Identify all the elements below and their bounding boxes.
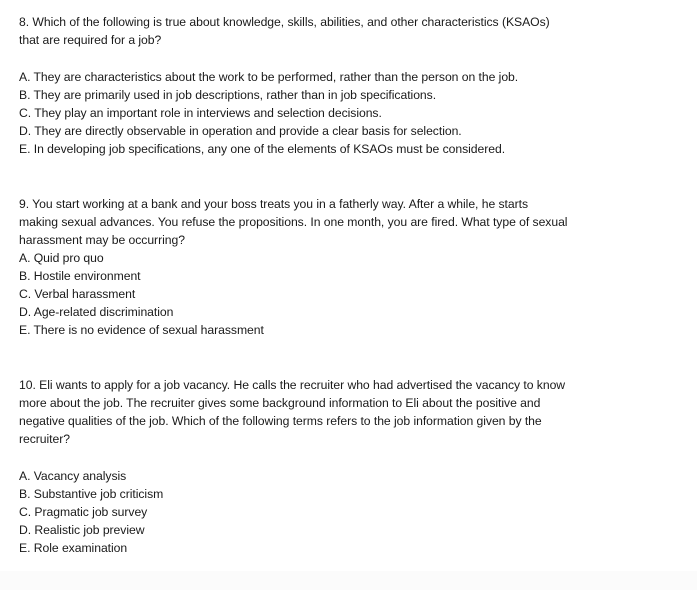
answer-option-b: B. Hostile environment <box>19 269 141 283</box>
answer-option-d: D. Realistic job preview <box>19 523 145 537</box>
answer-option-e: E. There is no evidence of sexual harassment <box>19 323 264 337</box>
question-prompt-line: harassment may be occurring? <box>19 233 185 247</box>
answer-option-a: A. Quid pro quo <box>19 251 104 265</box>
answer-option-d: D. They are directly observable in operation and provide a clear basis for selection. <box>19 124 462 138</box>
question-prompt-line: more about the job. The recruiter gives some background information to Eli about the positive and <box>19 396 541 410</box>
question-prompt-line: negative qualities of the job. Which of the following terms refers to the job information given by the <box>19 414 542 428</box>
answer-option-b: B. Substantive job criticism <box>19 487 164 501</box>
question-prompt-line: 9. You start working at a bank and your boss treats you in a fatherly way. After a while, he starts <box>19 197 529 211</box>
answer-option-a: A. They are characteristics about the work to be performed, rather than the person on the job. <box>19 70 519 84</box>
answer-option-e: E. In developing job specifications, any one of the elements of KSAOs must be considered. <box>19 142 506 156</box>
answer-option-c: C. Verbal harassment <box>19 287 136 301</box>
answer-option-c: C. Pragmatic job survey <box>19 505 148 519</box>
answer-option-e: E. Role examination <box>19 541 128 555</box>
question-prompt-line: 8. Which of the following is true about knowledge, skills, abilities, and other characteristics (KSAOs) <box>19 15 550 29</box>
page-bottom-margin <box>0 571 697 590</box>
answer-option-d: D. Age-related discrimination <box>19 305 174 319</box>
answer-option-a: A. Vacancy analysis <box>19 469 127 483</box>
question-prompt-line: recruiter? <box>19 432 70 446</box>
question-prompt-line: making sexual advances. You refuse the propositions. In one month, you are fired. What type of sexual <box>19 215 568 229</box>
question-prompt-line: 10. Eli wants to apply for a job vacancy. He calls the recruiter who had advertised the vacancy to know <box>19 378 566 392</box>
question-prompt-line: that are required for a job? <box>19 33 162 47</box>
answer-option-b: B. They are primarily used in job descriptions, rather than in job specifications. <box>19 88 437 102</box>
answer-option-c: C. They play an important role in interviews and selection decisions. <box>19 106 382 120</box>
